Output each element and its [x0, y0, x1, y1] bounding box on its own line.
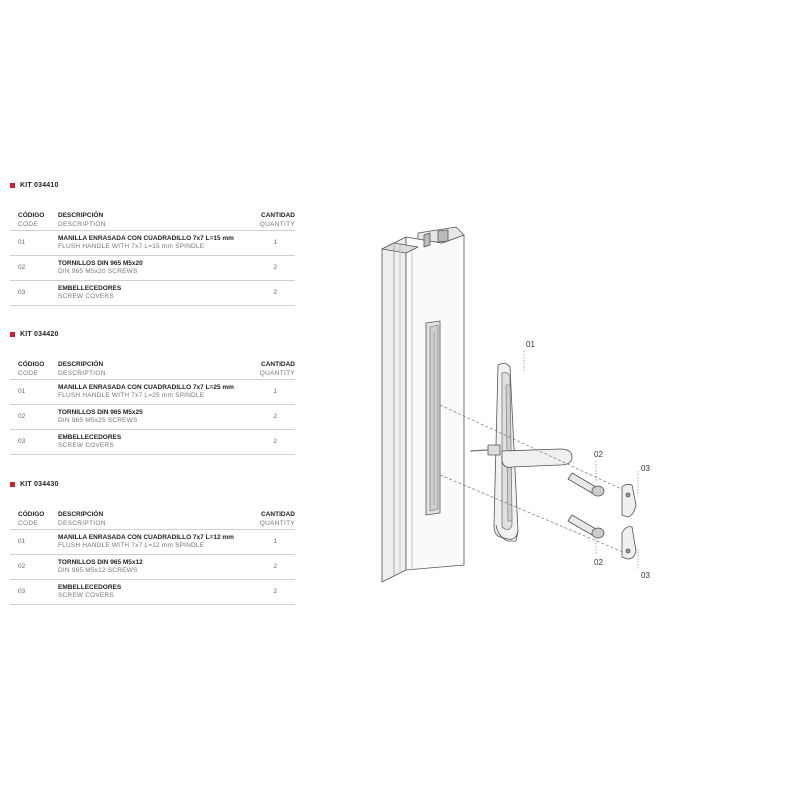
bullet-square-icon — [10, 332, 15, 337]
row-code: 01 — [10, 231, 58, 256]
header-description: DESCRIPCIÓN DESCRIPTION — [58, 510, 237, 530]
row-quantity: 2 — [237, 256, 295, 281]
row-code: 03 — [10, 430, 58, 455]
row-code: 03 — [10, 580, 58, 605]
header-quantity: CANTIDAD QUANTITY — [237, 360, 295, 380]
row-quantity: 1 — [237, 530, 295, 555]
screw-bottom — [568, 515, 604, 538]
row-quantity: 1 — [237, 231, 295, 256]
row-code: 02 — [10, 405, 58, 430]
table-row — [10, 256, 295, 281]
parts-table — [10, 360, 295, 455]
flush-handle — [470, 363, 572, 541]
header-code: CÓDIGO CODE — [10, 510, 58, 530]
header-code: CÓDIGO CODE — [10, 211, 58, 231]
parts-table — [10, 510, 295, 605]
row-code: 02 — [10, 256, 58, 281]
row-quantity: 2 — [237, 580, 295, 605]
exploded-assembly-diagram — [360, 225, 680, 605]
kit-section-3 — [10, 479, 295, 605]
kit-title-text: KIT 034420 — [20, 330, 59, 338]
kit-title — [10, 479, 295, 489]
table-row — [10, 281, 295, 306]
kit-section-1 — [10, 180, 295, 306]
table-row — [10, 555, 295, 580]
header-quantity: CANTIDAD QUANTITY — [237, 211, 295, 231]
table-row — [10, 580, 295, 605]
header-quantity: CANTIDAD QUANTITY — [237, 510, 295, 530]
table-header — [10, 360, 295, 380]
parts-table — [10, 211, 295, 306]
kit-section-2 — [10, 329, 295, 455]
row-description: TORNILLOS DIN 965 M5x25 DIN 965 M5x25 SCREWS — [58, 405, 237, 430]
screw-cover-bottom — [622, 527, 636, 559]
kit-title — [10, 180, 295, 190]
callout-cover-bottom: 03 — [641, 571, 650, 580]
screw-cover-top — [622, 484, 636, 517]
row-description: TORNILLOS DIN 965 M5x20 DIN 965 M5x20 SCREWS — [58, 256, 237, 281]
row-quantity: 2 — [237, 405, 295, 430]
row-quantity: 2 — [237, 555, 295, 580]
bullet-square-icon — [10, 482, 15, 487]
header-code: CÓDIGO CODE — [10, 360, 58, 380]
callout-screw-top: 02 — [594, 450, 603, 459]
header-description: DESCRIPCIÓN DESCRIPTION — [58, 360, 237, 380]
row-code: 02 — [10, 555, 58, 580]
row-code: 01 — [10, 380, 58, 405]
kit-title-text: KIT 034430 — [20, 480, 59, 488]
table-row — [10, 430, 295, 455]
table-header — [10, 510, 295, 530]
kit-title-text: KIT 034410 — [20, 181, 59, 189]
row-code: 01 — [10, 530, 58, 555]
table-row — [10, 405, 295, 430]
header-description: DESCRIPCIÓN DESCRIPTION — [58, 211, 237, 231]
screw-top — [568, 473, 604, 496]
table-row — [10, 530, 295, 555]
table-header — [10, 211, 295, 231]
row-description: EMBELLECEDORES SCREW COVERS — [58, 580, 237, 605]
row-description: EMBELLECEDORES SCREW COVERS — [58, 430, 237, 455]
table-row — [10, 231, 295, 256]
row-description: MANILLA ENRASADA CON CUADRADILLO 7x7 L=12 mm FLUSH HANDLE WITH 7x7 L=12 mm SPINDLE — [58, 530, 237, 555]
row-quantity: 2 — [237, 430, 295, 455]
window-profile — [382, 227, 464, 582]
row-description: MANILLA ENRASADA CON CUADRADILLO 7x7 L=15 mm FLUSH HANDLE WITH 7x7 L=15 mm SPINDLE — [58, 231, 237, 256]
callout-handle: 01 — [526, 340, 535, 349]
table-row — [10, 380, 295, 405]
row-code: 03 — [10, 281, 58, 306]
callout-screw-bottom: 02 — [594, 558, 603, 567]
row-description: MANILLA ENRASADA CON CUADRADILLO 7x7 L=25 mm FLUSH HANDLE WITH 7x7 L=25 mm SPINDLE — [58, 380, 237, 405]
row-quantity: 2 — [237, 281, 295, 306]
row-description: EMBELLECEDORES SCREW COVERS — [58, 281, 237, 306]
row-quantity: 1 — [237, 380, 295, 405]
bullet-square-icon — [10, 183, 15, 188]
callout-cover-top: 03 — [641, 464, 650, 473]
row-description: TORNILLOS DIN 965 M5x12 DIN 965 M5x12 SCREWS — [58, 555, 237, 580]
kit-title — [10, 329, 295, 339]
